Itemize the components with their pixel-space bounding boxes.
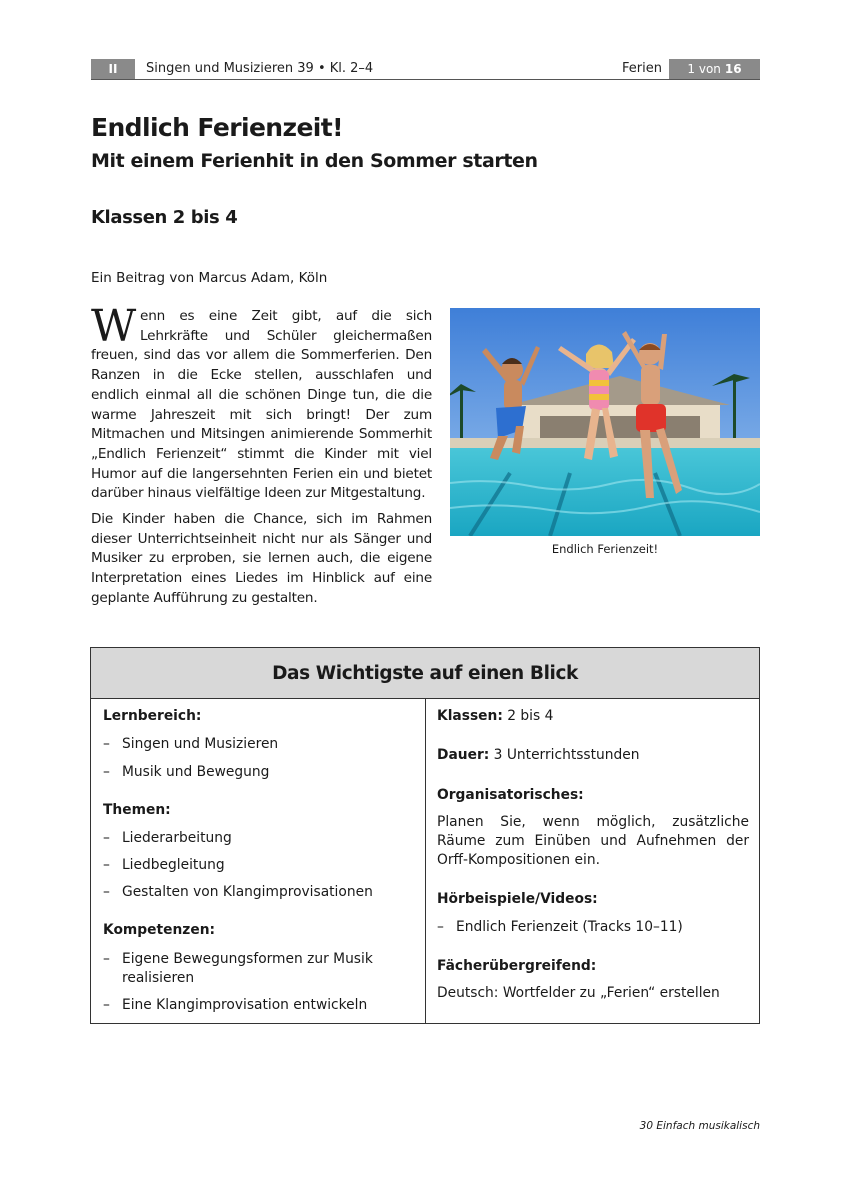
- lernbereich-item: – Musik und Bewegung: [103, 763, 432, 782]
- hoerbeispiele-item: – Endlich Ferienzeit (Tracks 10–11): [437, 918, 768, 937]
- summary-box: [90, 647, 760, 1024]
- summary-heading: Das Wichtigste auf einen Blick: [91, 648, 759, 699]
- organisatorisches-label: Organisatorisches:: [437, 787, 584, 803]
- klassen-label: Klassen:: [437, 708, 503, 724]
- faecheruebergreifend-text: Deutsch: Wortfelder zu „Ferien“ erstellen: [437, 985, 720, 1001]
- drop-cap: W: [91, 301, 137, 352]
- kompetenzen-item: – Eine Klangimprovisation entwickeln: [103, 996, 432, 1015]
- topic-label: Ferien: [622, 61, 662, 76]
- kompetenzen-label: Kompetenzen:: [103, 922, 216, 938]
- intro-paragraph-2: Die Kinder haben die Chance, sich im Rahmen dieser Unterrichtseinheit nicht nur als Sänger und Musiker zu erproben, sie lernen auch, die eigene Interpretation eines Liedes im Hinblick auf eine geplante Aufführung zu gestalten.: [91, 511, 432, 606]
- series-title: Singen und Musizieren 39 • Kl. 2–4: [146, 61, 374, 76]
- page-indicator: [669, 59, 760, 79]
- header-rule: [91, 79, 760, 80]
- themen-item: – Liederarbeitung: [103, 829, 432, 848]
- lernbereich-label: Lernbereich:: [103, 708, 202, 724]
- author-line: Ein Beitrag von Marcus Adam, Köln: [91, 270, 328, 286]
- dauer-label: Dauer:: [437, 747, 490, 763]
- photo-caption: Endlich Ferienzeit!: [551, 542, 659, 556]
- organisatorisches-text: Planen Sie, wenn möglich, zusätzliche Räume zum Einüben und Aufnehmen der Orff-Kompositionen ein.: [437, 814, 749, 868]
- themen-item: – Liedbegleitung: [103, 856, 432, 875]
- dauer-row: [437, 746, 749, 765]
- hoerbeispiele-label: Hörbeispiele/Videos:: [437, 891, 598, 907]
- lernbereich-item: – Singen und Musizieren: [103, 735, 432, 754]
- intro-paragraph-1: [91, 301, 432, 504]
- klassen-value: 2 bis 4: [507, 708, 554, 724]
- themen-item: – Gestalten von Klangimprovisationen: [103, 883, 432, 902]
- intro-paragraph-1-text: enn es eine Zeit gibt, auf die sich Lehrkräfte und Schüler gleichermaßen freuen, sind das vor allem die Sommerferien. Den Ranzen in die Ecke stellen, ausschlafen und endlich einmal all die schönen Dinge tun, die die warme Jahreszeit mit sich bringt! Der zum Mitmachen und Mitsingen animierende Sommerhit „Endlich Ferienzeit“ stimmt die Kinder mit viel Humor auf die langersehnten Ferien ein und bietet darüber hinaus vielfältige Ideen zur Mitgestaltung.: [91, 308, 432, 502]
- section-badge: II: [91, 59, 135, 79]
- faecheruebergreifend-label: Fächerübergreifend:: [437, 958, 597, 974]
- kompetenzen-item: – Eigene Bewegungsformen zur Musik realisieren: [103, 950, 402, 988]
- dauer-value: 3 Unterrichtsstunden: [493, 747, 640, 763]
- footer-source: 30 Einfach musikalisch: [639, 1120, 760, 1132]
- page-separator: von: [698, 62, 721, 76]
- page-title: Endlich Ferienzeit!: [91, 113, 343, 142]
- klassen-row: [437, 707, 749, 726]
- page-total: 16: [724, 62, 742, 76]
- page-current: 1: [687, 62, 696, 76]
- intro-text: [91, 301, 432, 615]
- page-subtitle: Mit einem Ferienhit in den Sommer starten: [91, 150, 538, 172]
- themen-label: Themen:: [103, 802, 171, 818]
- pool-photo: [450, 308, 760, 536]
- grade-heading: Klassen 2 bis 4: [91, 207, 238, 228]
